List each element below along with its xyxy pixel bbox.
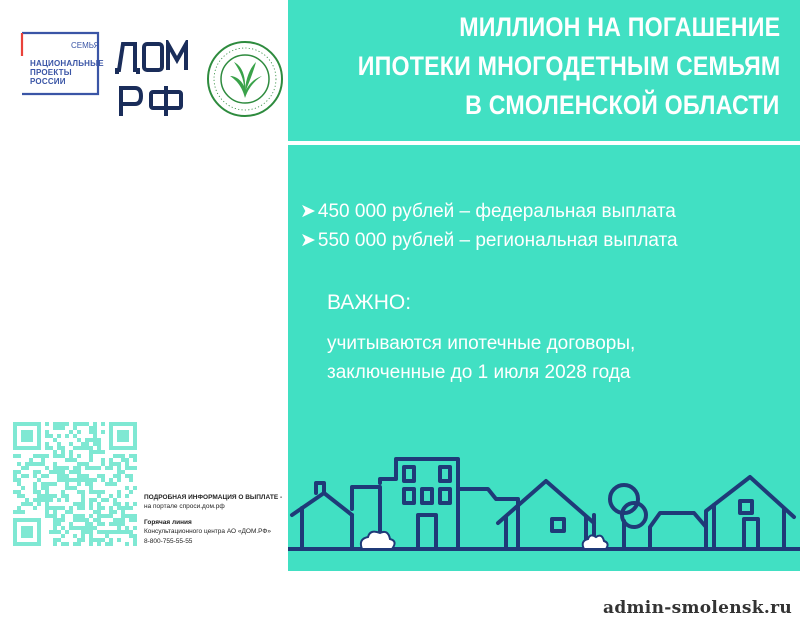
arrow-right-icon: ➤ [300,201,316,222]
federal-payment-text: 450 000 рублей – федеральная выплата [317,200,676,222]
national-projects-line-3: РОССИИ [30,77,66,86]
regional-payment-text: 550 000 рублей – региональная выплата [317,229,678,251]
qr-code[interactable] [13,422,137,546]
title-line-2: ИПОТЕКИ МНОГОДЕТНЫМ СЕМЬЯМ [357,51,780,81]
hotline-center: Консультационного центра АО «ДОМ.РФ» [144,528,271,535]
site-url[interactable]: admin-smolensk.ru [603,598,792,618]
hotline-heading: Горячая линия [144,519,192,526]
important-line-2: заключенные до 1 июля 2028 года [327,362,631,383]
ministry-emblem-icon [206,40,284,118]
dom-rf-logo [113,40,195,120]
hotline-phone[interactable]: 8-800-755-55-55 [144,538,193,545]
title-line-3: В СМОЛЕНСКОЙ ОБЛАСТИ [465,90,780,120]
national-projects-line-1: НАЦИОНАЛЬНЫЕ [30,59,104,68]
federal-payment-item [300,200,676,223]
national-projects-line-2: ПРОЕКТЫ [30,68,72,77]
houses-illustration [288,445,800,571]
important-line-1: учитываются ипотечные договоры, [327,333,636,354]
national-projects-family-label: СЕМЬЯ [71,41,100,50]
info-portal-link[interactable]: на портале спроси.дом.рф [144,503,225,510]
regional-payment-item [300,229,678,252]
title-line-1: МИЛЛИОН НА ПОГАШЕНИЕ [458,12,780,42]
important-heading: ВАЖНО: [327,291,412,314]
info-heading: ПОДРОБНАЯ ИНФОРМАЦИЯ О ВЫПЛАТЕ - [144,494,283,501]
arrow-right-icon: ➤ [300,230,316,251]
